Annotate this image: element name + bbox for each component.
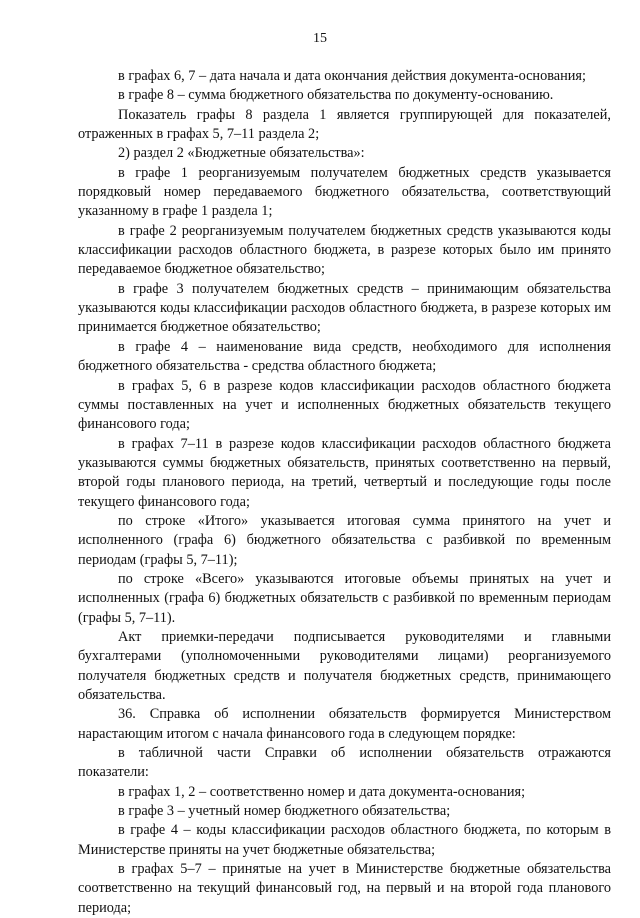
paragraph: в графах 1, 2 – соответственно номер и дата документа-основания;: [118, 783, 526, 800]
paragraph: в графах 7–11 в разрезе кодов классификации расходов областного бюджета указываются суммы бюджетных обязательств, принятых соответственно на первый, второй годы планового периода, на третий, четвертый и последующие годы после текущего финансового года;: [78, 435, 611, 510]
paragraph: в графе 4 – наименование вида средств, необходимого для исполнения бюджетного обязательства - средства областного бюджета;: [78, 338, 611, 375]
paragraph: в графе 1 реорганизуемым получателем бюджетных средств указывается порядковый номер передаваемого бюджетного обязательства, соответствующий указанному в графе 1 раздела 1;: [78, 164, 611, 220]
paragraph: в графе 8 – сумма бюджетного обязательства по документу-основанию.: [118, 87, 554, 104]
paragraph: в графе 3 – учетный номер бюджетного обязательства;: [118, 803, 451, 820]
paragraph: 36. Справка об исполнении обязательств формируется Министерством нарастающим итогом с начала финансового года в следующем порядке:: [78, 706, 611, 742]
paragraph: в графах 5–7 – принятые на учет в Министерстве бюджетные обязательства соответственно на текущий финансовый год, на первый и на второй года планового периода;: [78, 861, 611, 916]
page-number: 15: [313, 31, 327, 46]
document-body: [78, 67, 611, 918]
paragraph: по строке «Всего» указываются итоговые объемы принятых на учет и исполненных (графа 6) бюджетных обязательств с разбивкой по временным периодам (графы 5, 7–11).: [78, 570, 611, 626]
paragraph: в графе 4 – коды классификации расходов областного бюджета, по которым в Министерстве приняты на учет бюджетные обязательства;: [78, 822, 611, 858]
paragraph: по строке «Итого» указывается итоговая сумма принятого на учет и исполненного (графа 6) бюджетного обязательства с разбивкой по временным периодам (графы 5, 7–11);: [78, 512, 611, 568]
paragraph: в табличной части Справки об исполнении обязательств отражаются показатели:: [78, 745, 611, 781]
paragraph: в графах 6, 7 – дата начала и дата окончания действия документа-основания;: [118, 68, 586, 84]
paragraph: Показатель графы 8 раздела 1 является группирующей для показателей, отраженных в графах 5, 7–11 раздела 2;: [78, 106, 611, 143]
paragraph: Акт приемки-передачи подписывается руководителями и главными бухгалтерами (уполномоченными руководителями лицами) реорганизуемого получателя бюджетных средств и получателя бюджетных средств, принимающего обязательства.: [78, 628, 611, 703]
paragraph: в графе 3 получателем бюджетных средств – принимающим обязательства указываются коды классификации расходов областного бюджета, в разрезе которых им принимается бюджетное обязательство;: [78, 280, 611, 336]
paragraph: в графах 5, 6 в разрезе кодов классификации расходов областного бюджета суммы поставленных на учет и исполненных бюджетных обязательств текущего финансового года;: [78, 377, 611, 433]
paragraph: в графе 2 реорганизуемым получателем бюджетных средств указываются коды классификации расходов областного бюджета, в разрезе которых было им принято передаваемое бюджетное обязательство;: [78, 222, 611, 278]
section-heading: 2) раздел 2 «Бюджетные обязательства»:: [118, 145, 365, 162]
